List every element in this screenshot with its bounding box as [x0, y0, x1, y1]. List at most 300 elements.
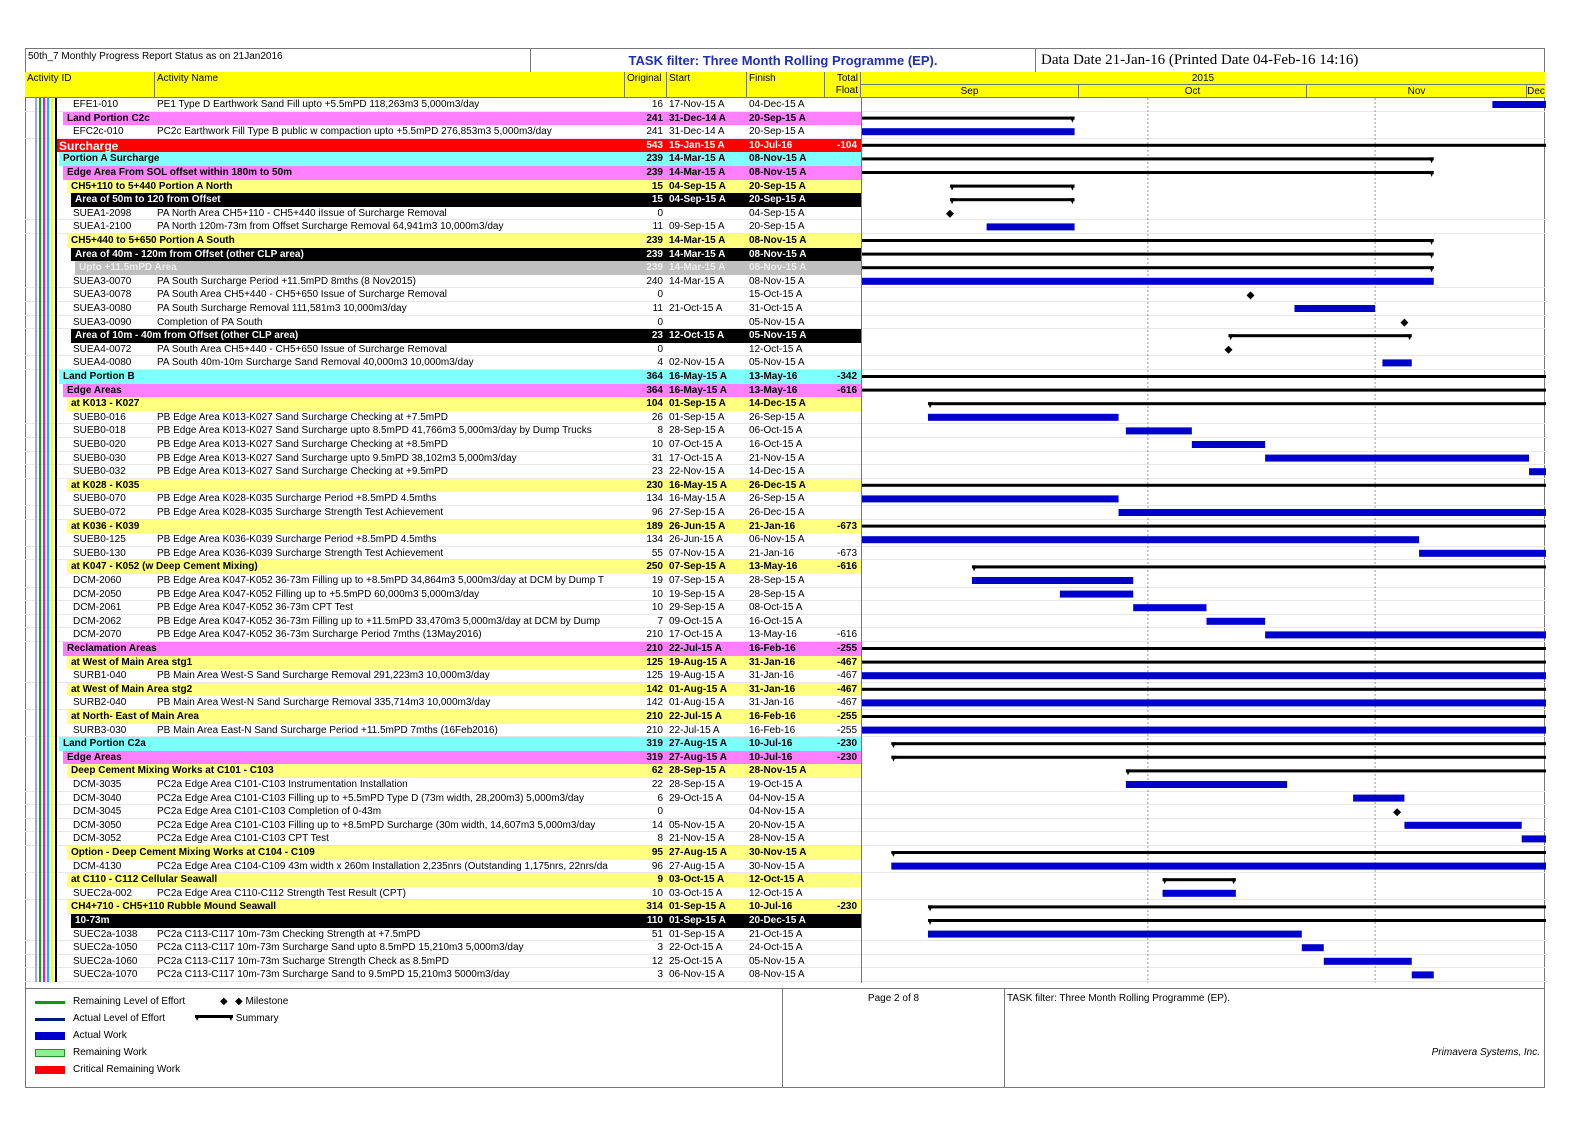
total-float: [825, 288, 859, 302]
start-date: 14-Mar-15 A: [669, 275, 725, 287]
total-float: -230: [836, 738, 857, 750]
start-date: 15-Jan-15 A: [669, 139, 725, 151]
finish-date: 08-Nov-15 A: [749, 248, 807, 260]
actual-work-bar: [862, 536, 1419, 543]
original-duration: 23: [651, 466, 663, 478]
total-float: [825, 479, 859, 493]
col-activity-id[interactable]: Activity ID: [25, 72, 155, 98]
actual-work-bar: [862, 699, 1546, 706]
column-header: [25, 72, 1545, 98]
summary-bar-end: [1407, 334, 1412, 340]
start-date: 09-Sep-15 A: [669, 221, 725, 233]
start-date: 28-Sep-15 A: [669, 779, 725, 790]
finish-date: 10-Jul-16: [749, 738, 793, 750]
legend-milestone-label: Milestone: [245, 996, 289, 1007]
original-duration: 9: [657, 874, 663, 886]
original-duration: 16: [651, 99, 663, 110]
start-date: 21-Oct-15 A: [669, 303, 723, 314]
start-date: 14-Mar-15 A: [669, 167, 726, 178]
finish-date: 16-Feb-16: [749, 711, 796, 722]
total-float: [825, 465, 859, 479]
total-float: [825, 125, 859, 139]
legend-remaining-work: Remaining Work: [73, 1047, 147, 1058]
activity-name: PB Main Area West-S Sand Surcharge Removal 291,223m3 10,000m3/day: [157, 670, 490, 682]
summary-bar: [862, 157, 1434, 160]
total-float: [825, 601, 859, 615]
total-float: -255: [836, 711, 857, 722]
start-date: 12-Oct-15 A: [669, 330, 725, 342]
total-float: [825, 792, 859, 806]
activity-id: SUEC2a-002: [73, 887, 132, 899]
start-date: 14-Mar-15 A: [669, 262, 726, 274]
original-duration: 319: [646, 738, 663, 750]
total-float: -467: [836, 656, 857, 668]
total-float: [825, 506, 859, 520]
activity-id: Edge Areas: [67, 751, 122, 763]
activity-name: PB Edge Area K013-K027 Sand Surcharge upto 8.5mPD 41,766m3 5,000m3/day by Dump Trucks: [157, 425, 592, 437]
page-number: Page 2 of 8: [782, 989, 1004, 1088]
original-duration: 19: [651, 575, 663, 586]
actual-work-bar: [1404, 822, 1521, 829]
original-duration: 4: [657, 357, 663, 369]
activity-id: DCM-3050: [73, 819, 122, 831]
start-date: 19-Aug-15 A: [669, 656, 727, 668]
start-date: 28-Sep-15 A: [669, 765, 726, 777]
finish-date: 05-Nov-15 A: [749, 955, 805, 967]
actual-work-bar: [1192, 441, 1265, 448]
actual-work-bar: [1126, 781, 1287, 788]
original-duration: 0: [657, 343, 663, 355]
summary-bar: [928, 402, 1546, 405]
total-float: [825, 356, 859, 370]
finish-date: 14-Dec-15 A: [749, 398, 806, 410]
hierarchy-line: [55, 98, 57, 982]
actual-work-bar: [1522, 835, 1546, 842]
finish-date: 04-Dec-15 A: [749, 99, 805, 110]
start-date: 04-Sep-15 A: [669, 194, 726, 206]
start-date: 07-Sep-15 A: [669, 561, 726, 573]
finish-date: 13-May-16: [749, 561, 798, 573]
start-date: 17-Oct-15 A: [669, 629, 723, 641]
activity-id: at North- East of Main Area: [71, 711, 199, 722]
activity-name: PC2a C113-C117 10m-73m Surcharge Sand to 9.5mPD 15,210m3 5000m3/day: [157, 969, 510, 981]
actual-work-bar: [1324, 958, 1412, 965]
original-duration: 22: [651, 779, 663, 790]
activity-id: SUEA3-0078: [73, 289, 132, 301]
finish-date: 28-Sep-15 A: [749, 588, 805, 600]
summary-bar: [1229, 334, 1412, 337]
original-duration: 10: [651, 588, 663, 600]
finish-date: 20-Nov-15 A: [749, 819, 805, 831]
finish-date: 21-Jan-16: [749, 520, 796, 532]
timeline-header: [861, 72, 1545, 98]
activity-id: SUEC2a-1070: [73, 969, 138, 981]
summary-bar: [1163, 878, 1236, 881]
finish-date: 30-Nov-15 A: [749, 847, 807, 858]
finish-date: 20-Sep-15 A: [749, 112, 806, 124]
original-duration: 142: [646, 683, 663, 695]
start-date: 22-Jul-15 A: [669, 724, 720, 736]
total-float: [825, 873, 859, 887]
activity-id: SUEA3-0080: [73, 303, 132, 314]
original-duration: 55: [651, 547, 663, 559]
original-duration: 110: [646, 915, 663, 926]
company-name: Primavera Systems, Inc.: [1431, 1047, 1540, 1058]
activity-name: PB Edge Area K047-K052 36-73m Filling up to +8.5mPD 34,864m3 5,000m3/day at DCM by Dump T: [157, 575, 605, 586]
activity-name: PC2a C113-C117 10m-73m Checking Strength at +7.5mPD: [157, 928, 421, 940]
col-finish[interactable]: Finish: [747, 72, 825, 98]
activity-name: PB Edge Area K036-K039 Surcharge Strength Test Achievement: [157, 547, 444, 559]
original-duration: 0: [657, 289, 663, 301]
actual-work-bar: [972, 577, 1133, 584]
finish-date: 04-Nov-15 A: [749, 806, 805, 818]
data-date: Data Date 21-Jan-16 (Printed Date 04-Feb-16 14:16): [1041, 52, 1359, 68]
activity-name: PC2a Edge Area C101-C103 Filling up to +8.5mPD Surcharge (30m width, 14,607m3 5,000m3/day: [157, 819, 596, 831]
start-date: 01-Sep-15 A: [669, 398, 726, 410]
finish-date: 26-Dec-15 A: [749, 479, 806, 491]
start-date: 07-Nov-15 A: [669, 547, 725, 559]
summary-bar: [862, 688, 1546, 691]
original-duration: 230: [646, 479, 663, 491]
finish-date: 31-Oct-15 A: [749, 303, 803, 314]
total-float: [825, 248, 859, 262]
summary-bar-start: [950, 185, 955, 191]
legend-footer: [25, 988, 1545, 1088]
original-duration: 239: [646, 248, 663, 260]
total-float: -673: [836, 547, 857, 559]
total-float: [825, 452, 859, 466]
summary-bar: [972, 565, 1546, 568]
original-duration: 26: [651, 411, 663, 423]
original-duration: 210: [646, 724, 663, 736]
total-float: -616: [836, 561, 857, 573]
total-float: [825, 180, 859, 194]
finish-date: 04-Sep-15 A: [749, 207, 805, 219]
activity-name: PB Edge Area K047-K052 36-73m Surcharge Period 7mths (13May2016): [157, 629, 482, 641]
total-float: [825, 343, 859, 357]
start-date: 28-Sep-15 A: [669, 425, 725, 437]
activity-id: SUEA4-0080: [73, 357, 132, 369]
finish-date: 15-Oct-15 A: [749, 289, 803, 301]
activity-id: Area of 40m - 120m from Offset (other CLP area): [75, 248, 304, 260]
milestone-icon: ◆: [220, 996, 228, 1007]
activity-id: at K036 - K039: [71, 520, 140, 532]
start-date: 31-Dec-14 A: [669, 112, 726, 124]
actual-work-bar: [1302, 944, 1324, 951]
actual-work-bar: [1353, 795, 1404, 802]
total-float: [825, 261, 859, 275]
original-duration: 8: [657, 833, 663, 845]
finish-date: 08-Nov-15 A: [749, 275, 805, 287]
summary-bar-end: [1429, 266, 1434, 272]
start-date: 01-Sep-15 A: [669, 915, 726, 926]
original-duration: 15: [651, 180, 663, 192]
legend-swatch-actual-work: [35, 1032, 65, 1040]
activity-id: SUEA3-0070: [73, 275, 132, 287]
finish-date: 24-Oct-15 A: [749, 942, 803, 954]
finish-date: 05-Nov-15 A: [749, 357, 805, 369]
total-float: [825, 316, 859, 330]
activity-id: Edge Area From SOL offset within 180m to 50m: [67, 167, 293, 178]
activity-name: PA North Area CH5+110 - CH5+440 iIssue of Surcharge Removal: [157, 207, 447, 219]
finish-date: 08-Nov-15 A: [749, 153, 807, 165]
activity-name: PC2a C113-C117 10m-73m Sucharge Strength Check as 8.5mPD: [157, 955, 449, 967]
activity-id: SUEA1-2100: [73, 221, 132, 233]
total-float: [825, 234, 859, 248]
finish-date: 20-Dec-15 A: [749, 915, 806, 926]
actual-work-bar: [1492, 101, 1546, 108]
finish-date: 28-Nov-15 A: [749, 765, 807, 777]
total-float: -255: [836, 724, 857, 736]
finish-date: 12-Oct-15 A: [749, 874, 805, 886]
col-total-float[interactable]: [825, 72, 861, 98]
activity-id: SUEC2a-1050: [73, 942, 138, 954]
start-date: 27-Aug-15 A: [669, 847, 727, 858]
activity-id: SUEB0-130: [73, 547, 126, 559]
activity-id: DCM-2062: [73, 615, 122, 627]
activity-id: Land Portion C2a: [63, 738, 146, 750]
original-duration: 239: [646, 167, 663, 178]
total-float: [825, 968, 859, 982]
total-float: -616: [836, 384, 857, 396]
finish-date: 28-Sep-15 A: [749, 575, 805, 586]
start-date: 16-May-15 A: [669, 479, 727, 491]
start-date: 27-Aug-15 A: [669, 860, 725, 872]
activity-id: DCM-2050: [73, 588, 122, 600]
legend-milestone: [235, 995, 288, 1009]
actual-work-bar: [1163, 890, 1236, 897]
finish-date: 20-Sep-15 A: [749, 180, 806, 192]
col-activity-name[interactable]: Activity Name: [155, 72, 625, 98]
activity-id: CH4+710 - CH5+110 Rubble Mound Seawall: [71, 901, 277, 913]
start-date: 27-Aug-15 A: [669, 751, 727, 763]
start-date: 01-Aug-15 A: [669, 697, 725, 709]
hierarchy-line: [43, 98, 45, 982]
finish-date: 04-Nov-15 A: [749, 792, 805, 804]
finish-date: 13-May-16: [749, 384, 798, 396]
total-float: [825, 220, 859, 234]
finish-date: 14-Dec-15 A: [749, 466, 805, 478]
summary-bar: [862, 715, 1546, 718]
start-date: 06-Nov-15 A: [669, 969, 725, 981]
original-duration: 239: [646, 235, 663, 246]
total-float: [825, 819, 859, 833]
activity-name: PC2c Earthwork Fill Type B public w compaction upto +5.5mPD 276,853m3 5,000m3/day: [157, 126, 552, 138]
activity-name: PB Edge Area K036-K039 Surcharge Period +8.5mPD 4.5mths: [157, 534, 437, 546]
summary-bar: [862, 117, 1075, 120]
activity-name: PB Edge Area K028-K035 Surcharge Strength Test Achievement: [157, 507, 444, 518]
summary-bar: [862, 171, 1434, 174]
activity-id: EFC2c-010: [73, 126, 124, 138]
original-duration: 23: [651, 330, 663, 342]
gantt-svg: [862, 98, 1546, 983]
start-date: 07-Oct-15 A: [669, 439, 723, 450]
actual-work-bar: [862, 672, 1546, 679]
actual-work-bar: [862, 278, 1434, 285]
finish-date: 13-May-16: [749, 629, 797, 641]
finish-date: 26-Sep-15 A: [749, 411, 805, 423]
finish-date: 08-Nov-15 A: [749, 969, 805, 981]
activity-id: Surcharge: [59, 138, 119, 153]
timeline-year: 2015: [861, 72, 1545, 85]
activity-id: SUEB0-032: [73, 466, 126, 478]
summary-bar-end: [1070, 185, 1075, 191]
activity-id: SUEB0-030: [73, 452, 126, 464]
total-float: [825, 166, 859, 180]
original-duration: 0: [657, 316, 663, 328]
activity-name: PA North 120m-73m from Offset Surcharge Removal 64,941m3 10,000m3/day: [157, 221, 504, 233]
start-date: 01-Sep-15 A: [669, 901, 726, 913]
activity-name: PB Edge Area K028-K035 Surcharge Period +8.5mPD 4.5mths: [157, 493, 437, 505]
finish-date: 08-Oct-15 A: [749, 602, 803, 614]
activity-id: SUEB0-070: [73, 493, 126, 505]
start-date: 03-Oct-15 A: [669, 887, 723, 899]
month-dec: Dec: [1527, 86, 1545, 97]
activity-name: PA South 40m-10m Surcharge Sand Removal 40,000m3 10,000m3/day: [157, 357, 474, 369]
actual-work-bar: [1419, 550, 1546, 557]
start-date: 27-Sep-15 A: [669, 507, 725, 518]
finish-date: 21-Nov-15 A: [749, 452, 805, 464]
start-date: 05-Nov-15 A: [669, 819, 725, 831]
summary-bar: [950, 198, 1075, 201]
activity-name: PB Main Area West-N Sand Surcharge Removal 335,714m3 10,000m3/day: [157, 697, 491, 709]
total-float: [825, 112, 859, 126]
total-float: [825, 207, 859, 221]
original-duration: 10: [651, 602, 663, 614]
milestone-icon: ◆: [235, 996, 246, 1007]
start-date: 14-Mar-15 A: [669, 235, 726, 246]
total-float: [825, 302, 859, 316]
start-date: 16-May-15 A: [669, 371, 727, 382]
actual-work-bar: [862, 495, 1119, 502]
activity-id: Area of 50m to 120 from Offset: [75, 194, 221, 206]
start-date: 14-Mar-15 A: [669, 153, 726, 165]
total-float: [825, 805, 859, 819]
finish-date: 12-Oct-15 A: [749, 887, 803, 899]
finish-date: 20-Sep-15 A: [749, 194, 806, 206]
col-start[interactable]: Start: [667, 72, 747, 98]
original-duration: 241: [646, 112, 663, 124]
activity-id: DCM-3040: [73, 792, 122, 804]
start-date: 04-Sep-15 A: [669, 180, 726, 192]
finish-date: 30-Nov-15 A: [749, 860, 805, 872]
original-duration: 210: [646, 643, 663, 654]
total-float: [825, 411, 859, 425]
finish-date: 06-Oct-15 A: [749, 425, 803, 437]
activity-name: Completion of PA South: [157, 316, 263, 328]
activity-id: SUEA1-2098: [73, 207, 132, 219]
total-float: [825, 860, 859, 874]
start-date: 09-Oct-15 A: [669, 615, 723, 627]
original-duration: 62: [651, 765, 663, 777]
start-date: [667, 207, 747, 221]
activity-name: PB Edge Area K047-K052 36-73m Filling up to +11.5mPD 33,470m3 5,000m3/day at DCM by Dump: [157, 615, 601, 627]
original-duration: 240: [646, 275, 663, 287]
total-float: -616: [836, 629, 857, 641]
legend-critical-remaining: Critical Remaining Work: [73, 1064, 181, 1075]
col-original-duration[interactable]: Original: [625, 72, 667, 98]
finish-date: 28-Nov-15 A: [749, 833, 805, 845]
start-date: 27-Aug-15 A: [669, 738, 727, 750]
activity-id: Land Portion C2c: [67, 112, 150, 124]
summary-bar: [928, 905, 1546, 908]
footer-filter: TASK filter: Three Month Rolling Programme (EP).: [1007, 993, 1231, 1004]
original-duration: 10: [651, 439, 663, 450]
start-date: 01-Aug-15 A: [669, 683, 727, 695]
activity-id: DCM-3035: [73, 779, 122, 790]
activity-id: DCM-4130: [73, 860, 122, 872]
summary-bar: [862, 647, 1546, 650]
original-duration: 364: [646, 384, 663, 396]
activity-id: SUEB0-018: [73, 425, 126, 437]
activity-id: Deep Cement Mixing Works at C101 - C103: [71, 765, 274, 777]
actual-work-bar: [928, 931, 1302, 938]
report-header: [25, 48, 1545, 73]
finish-date: 16-Feb-16: [749, 724, 796, 736]
hierarchy-line: [51, 98, 53, 982]
summary-bar-icon: [195, 1013, 233, 1023]
total-float: [825, 533, 859, 547]
start-date: 03-Oct-15 A: [669, 874, 725, 886]
original-duration: 3: [657, 969, 663, 981]
original-duration: 96: [651, 860, 663, 872]
activity-id: Upto +11.5mPD Area: [79, 262, 177, 274]
start-date: [667, 288, 747, 302]
actual-work-bar: [928, 414, 1119, 421]
activity-name: PC2a Edge Area C101-C103 Completion of 0-43m: [157, 806, 382, 818]
total-float: -230: [836, 901, 857, 913]
actual-work-bar: [1060, 591, 1133, 598]
finish-date: 10-Jul-16: [749, 139, 793, 151]
activity-id: at K028 - K035: [71, 479, 140, 491]
hierarchy-line: [39, 98, 41, 982]
finish-date: 31-Jan-16: [749, 683, 796, 695]
summary-bar: [891, 851, 1546, 854]
legend-summary-label: Summary: [235, 1013, 279, 1024]
activity-id: Area of 10m - 40m from Offset (other CLP area): [75, 330, 299, 342]
activity-name: PC2a Edge Area C101-C103 Instrumentation Installation: [157, 779, 408, 790]
milestone-icon: [1393, 808, 1401, 816]
original-duration: 125: [646, 656, 663, 668]
total-float: [825, 329, 859, 343]
activity-name: PC2a C113-C117 10m-73m Surcharge Sand upto 8.5mPD 15,210m3 5,000m3/day: [157, 942, 524, 954]
start-date: 17-Oct-15 A: [669, 452, 723, 464]
activity-id: DCM-3052: [73, 833, 122, 845]
actual-work-bar: [1126, 427, 1192, 434]
total-float: -467: [836, 670, 857, 682]
total-float: [825, 424, 859, 438]
legend-swatch-actual-loe: [35, 1018, 65, 1021]
finish-date: 06-Nov-15 A: [749, 534, 805, 546]
original-duration: 314: [646, 901, 663, 913]
legend-remaining-loe: Remaining Level of Effort: [73, 996, 186, 1007]
total-float: [825, 941, 859, 955]
original-duration: 364: [646, 371, 663, 382]
hierarchy-line: [35, 98, 37, 982]
actual-work-bar: [1265, 455, 1529, 462]
total-float: [825, 615, 859, 629]
total-float: [825, 588, 859, 602]
activity-name: PB Main Area East-N Sand Surcharge Period +11.5mPD 7mths (16Feb2016): [157, 724, 498, 736]
total-float: [825, 152, 859, 166]
activity-id: at K013 - K027: [71, 398, 140, 410]
milestone-icon: [1246, 291, 1254, 299]
activity-id: SURB3-030: [73, 724, 127, 736]
original-duration: 14: [651, 819, 663, 831]
activity-id: SUEA3-0090: [73, 316, 132, 328]
activity-id: DCM-2061: [73, 602, 122, 614]
original-duration: 239: [646, 262, 663, 274]
